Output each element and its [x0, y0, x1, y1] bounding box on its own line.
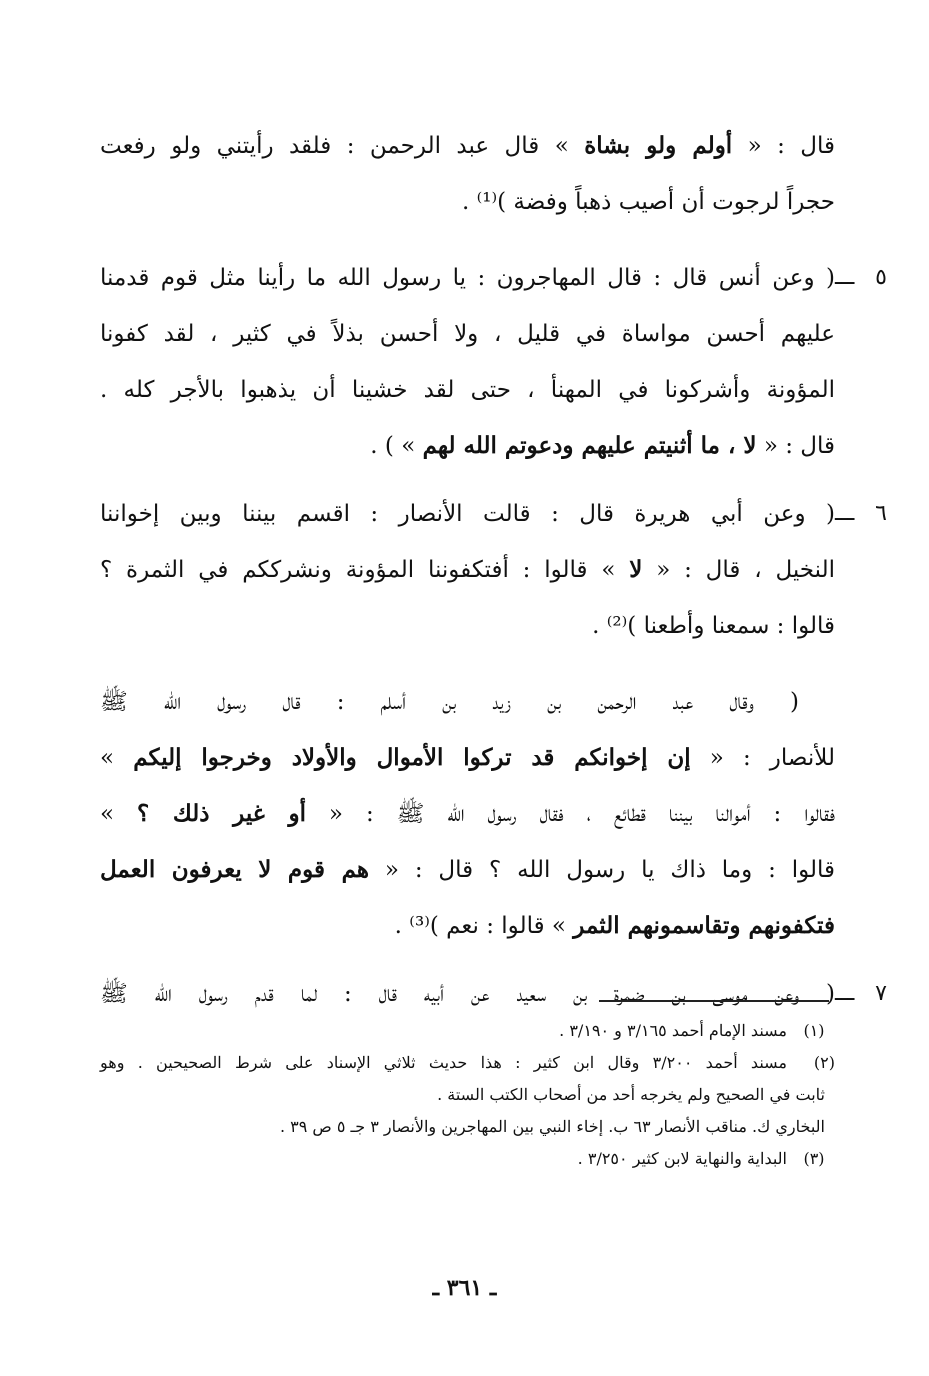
footnote-continuation — [100, 1079, 835, 1111]
hadith-quote: فتكفونهم وتقاسمونهم الثمر — [573, 912, 835, 939]
text-line: ٥ ـــ ( وعن أنس قال : قال المهاجرون : يا رسول الله ما رأينا مثل قوم قدمنا — [100, 250, 835, 306]
footnote-item — [100, 1047, 835, 1079]
footnote-number: (٢) — [813, 1053, 835, 1072]
text-line: للأنصار : « إن إخوانكم قد تركوا الأموال والأولاد وخرجوا إليكم » — [100, 744, 836, 771]
item-number: ٧ ـــ — [835, 981, 887, 1006]
text-line: عليهم أحسن مواساة في قليل ، ولا أحسن بذلاً في كثير ، لقد كفونا — [100, 321, 835, 347]
text-line: قال : « لا ، ما أثنيتم عليهم ودعوتم الله لهم » ) . — [370, 432, 835, 459]
footnote-continuation — [100, 1111, 835, 1143]
hadith-quote: إن إخوانكم قد تركوا الأموال والأولاد وخرجوا إليكم — [133, 744, 691, 771]
text-line: المؤونة وأشركونا في المهنأ ، حتى لقد خشينا أن يذهبوا بالأجر كله . — [100, 377, 835, 403]
hadith-quote: هم قوم لا يعرفون العمل — [100, 856, 370, 883]
hadith-quote: لا — [629, 556, 643, 583]
footnote-number: (٣) — [803, 1149, 825, 1168]
footnote-text: البداية والنهاية لابن كثير ٣/٢٥٠ . — [577, 1149, 787, 1168]
text-line: قال : « أولم ولو بشاة » قال عبد الرحمن : فلقد رأيتني ولو رفعت — [100, 132, 835, 159]
footnote-number: (١) — [803, 1021, 825, 1040]
text-line: حجراً لرجوت أن أصيب ذهباً وفضة )⁽¹⁾ . — [461, 189, 835, 215]
footnote-text: البخاري ك. مناقب الأنصار ٦٣ ب. إخاء النبي بين المهاجرين والأنصار ٣ جـ ٥ ص ٣٩ . — [279, 1117, 825, 1136]
footnotes — [100, 1015, 835, 1175]
hadith-quote: أولم ولو بشاة — [584, 132, 733, 159]
hadith-quote: لا ، ما أثنيتم عليهم ودعوتم الله لهم — [422, 432, 757, 459]
item-number: ٥ ـــ — [835, 265, 887, 290]
text-line: فقالوا : أموالنا بيننا قطائع ، فقال رسول الله ﷺ : « أو غير ذلك ؟ » — [100, 800, 835, 827]
footnote-text: ثابت في الصحيح ولم يخرجه أحد من أصحاب الكتب الستة . — [437, 1085, 825, 1104]
page-number: ـ ٣٦١ ـ — [432, 1275, 497, 1301]
text-line: ( وقال عبد الرحمن بن زيد بن أسلم : قال رسول الله ﷺ — [100, 689, 799, 715]
item-number: ٦ ـــ — [835, 501, 887, 526]
text-line: فتكفونهم وتقاسمونهم الثمر » قالوا : نعم )⁽³⁾ . — [394, 912, 835, 939]
footnote-item — [100, 1015, 835, 1047]
footnote-item — [100, 1143, 835, 1175]
footnote-divider — [599, 1000, 829, 1002]
footnote-text: مسند أحمد ٣/٢٠٠ وقال ابن كثير : هذا حديث ثلاثي الإسناد على شرط الصحيحين . وهو — [100, 1053, 787, 1072]
text-line: ٧ ـــ ( وعن موسى بن ضمرة بن سعيد عن أبيه قال : لما قدم رسول الله ﷺ — [100, 966, 835, 1022]
footnote-text: مسند الإمام أحمد ٣/١٦٥ و ٣/١٩٠ . — [559, 1021, 787, 1040]
hadith-quote: أو غير ذلك ؟ — [137, 800, 306, 827]
text-line: النخيل ، قال : « لا » قالوا : أفتكفوننا المؤونة ونشرككم في الثمرة ؟ — [100, 556, 835, 583]
text-line: قالوا : سمعنا وأطعنا )⁽²⁾ . — [592, 613, 835, 639]
main-text — [100, 118, 887, 1022]
text-line: ٦ ـــ ( وعن أبي هريرة قال : قالت الأنصار : اقسم بيننا وبين إخواننا — [100, 486, 835, 542]
text-line: قالوا : وما ذاك يا رسول الله ؟ قال : « هم قوم لا يعرفون العمل — [100, 856, 835, 883]
